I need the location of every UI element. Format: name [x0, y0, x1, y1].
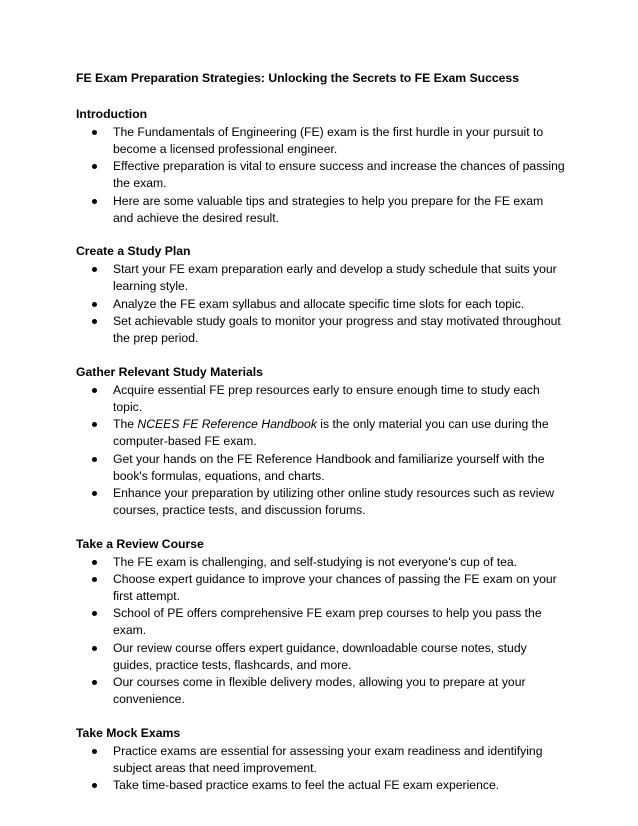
- bullet-item: [76, 382, 566, 416]
- bullet-icon: [92, 199, 97, 204]
- document-page: [76, 70, 566, 811]
- bullet-icon: [92, 130, 97, 135]
- bullet-icon: [92, 491, 97, 496]
- bullet-item: [76, 743, 566, 777]
- bullet-text: Our review course offers expert guidance, downloadable course notes, study guides, practice tests, flashcards, and more.: [113, 640, 527, 672]
- bullet-list: [76, 554, 566, 708]
- bullet-text: The FE exam is challenging, and self-studying is not everyone's cup of tea.: [113, 554, 518, 569]
- bullet-icon: [92, 388, 97, 393]
- bullet-item: [76, 296, 566, 313]
- section-heading: Create a Study Plan: [76, 244, 191, 259]
- bullet-text: is the only material you can use during the computer-based FE exam.: [113, 417, 549, 449]
- section: [76, 364, 566, 519]
- bullet-item: [76, 777, 566, 794]
- section-heading: Introduction: [76, 107, 148, 121]
- bullet-text: Get your hands on the FE Reference Handbook and familiarize yourself with the book's formulas, equations, and charts.: [113, 451, 545, 483]
- bullet-text: School of PE offers comprehensive FE exam prep courses to help you pass the exam.: [113, 606, 542, 638]
- bullet-list: [76, 382, 566, 519]
- section-heading: Take Mock Exams: [76, 725, 181, 740]
- bullet-text: Our courses come in flexible delivery modes, allowing you to prepare at your convenience.: [113, 675, 526, 706]
- bullet-icon: [92, 680, 97, 685]
- section-heading: Take a Review Course: [76, 536, 204, 551]
- bullet-item: [76, 193, 566, 227]
- bullet-icon: [92, 577, 97, 582]
- bullet-item: [76, 261, 566, 295]
- bullet-text: The Fundamentals of Engineering (FE) exam is the first hurdle in your pursuit to become a licensed professional engineer.: [113, 125, 544, 156]
- bullet-text: Enhance your preparation by utilizing other online study resources such as review courses, practice tests, and discussion forums.: [113, 485, 555, 517]
- bullet-icon: [92, 560, 97, 565]
- bullet-icon: [92, 319, 97, 324]
- bullet-item: [76, 674, 566, 708]
- bullet-item: [76, 451, 566, 485]
- bullet-text: The: [113, 417, 138, 432]
- bullet-text: Acquire essential FE prep resources early to ensure enough time to study each topic.: [113, 382, 540, 414]
- bullet-item: [76, 124, 566, 158]
- bullet-icon: [92, 783, 97, 788]
- bullet-item: [76, 640, 566, 674]
- bullet-item: [76, 605, 566, 639]
- bullet-list: [76, 743, 566, 794]
- bullet-item: [76, 571, 566, 605]
- section: [76, 243, 566, 347]
- bullet-item: [76, 158, 566, 192]
- bullet-item: [76, 416, 566, 450]
- bullet-icon: [92, 611, 97, 616]
- bullet-list: [76, 124, 566, 226]
- bullet-text: Start your FE exam preparation early and develop a study schedule that suits your learning style.: [113, 262, 557, 294]
- bullet-icon: [92, 267, 97, 272]
- section: [76, 725, 566, 794]
- bullet-text: Here are some valuable tips and strategies to help you prepare for the FE exam and achieve the desired result.: [113, 193, 544, 225]
- document-body: [76, 106, 566, 794]
- bullet-text: Practice exams are essential for assessing your exam readiness and identifying subject areas that need improvement.: [113, 743, 543, 775]
- bullet-icon: [92, 457, 97, 462]
- section: [76, 536, 566, 708]
- bullet-icon: [92, 164, 97, 169]
- bullet-list: [76, 261, 566, 347]
- bullet-item: [76, 313, 566, 347]
- bullet-icon: [92, 422, 97, 427]
- bullet-text: Effective preparation is vital to ensure success and increase the chances of passing the exam.: [113, 159, 565, 191]
- bullet-icon: [92, 646, 97, 651]
- section-heading: Gather Relevant Study Materials: [76, 364, 263, 379]
- bullet-icon: [92, 302, 97, 307]
- bullet-item: [76, 554, 566, 571]
- bullet-text: Choose expert guidance to improve your chances of passing the FE exam on your first attempt.: [113, 572, 557, 604]
- bullet-item: [76, 485, 566, 519]
- bullet-icon: [92, 749, 97, 754]
- book-title: NCEES FE Reference Handbook: [137, 417, 317, 432]
- bullet-text: Set achievable study goals to monitor your progress and stay motivated throughout the prep period.: [113, 314, 561, 346]
- section: [76, 106, 566, 226]
- bullet-text: Take time-based practice exams to feel the actual FE exam experience.: [113, 778, 500, 793]
- document-title: FE Exam Preparation Strategies: Unlocking the Secrets to FE Exam Success: [76, 71, 519, 85]
- bullet-text: Analyze the FE exam syllabus and allocate specific time slots for each topic.: [113, 296, 525, 311]
